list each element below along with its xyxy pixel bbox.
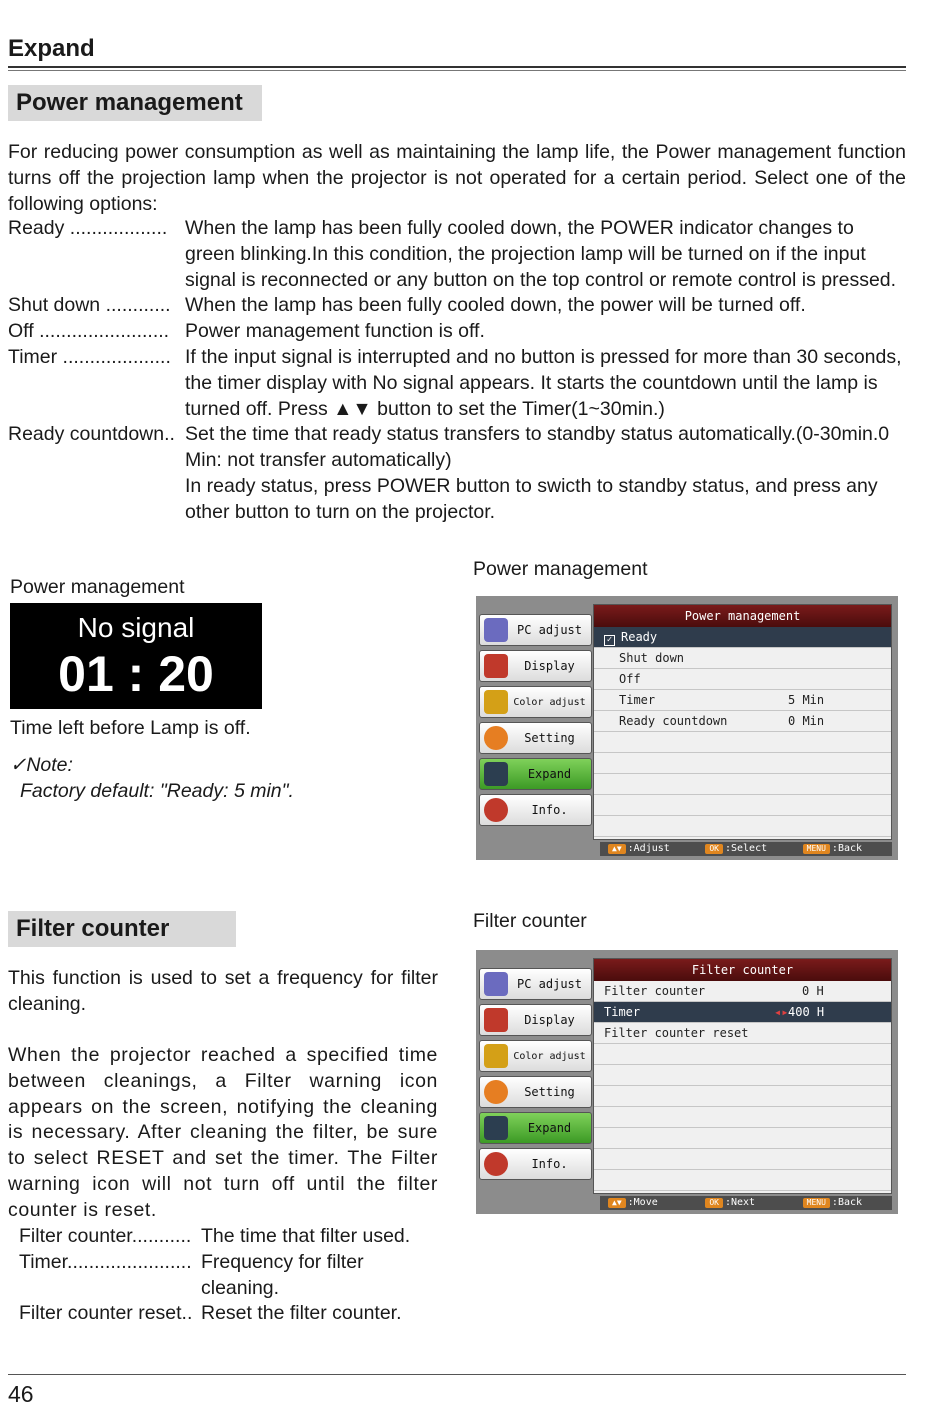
sidebar-item-color-adjust[interactable] (479, 1040, 592, 1072)
gear-icon (484, 726, 508, 750)
option-term: Off ........................ (8, 320, 175, 343)
sidebar-item-label: Color adjust (513, 1050, 586, 1062)
hint-text: :Select (724, 843, 768, 854)
key-menu: MENU (803, 844, 830, 854)
option-ready-countdown-extra (8, 474, 906, 526)
footer-rule (8, 1374, 906, 1375)
header-rule (8, 66, 906, 68)
option-ready (8, 216, 906, 293)
option-desc: Set the time that ready status transfers to standby status automatically.(0-30min.0 Min: not transfer automatically) (185, 423, 890, 472)
key-ok: OK (705, 844, 723, 854)
menu-footer (600, 1196, 892, 1210)
panel-title: Power management (594, 605, 891, 627)
footer-hint (705, 1196, 794, 1210)
row-value: 5 Min (788, 693, 825, 707)
footer-hint (803, 842, 892, 856)
key-ok: OK (705, 1198, 723, 1208)
item-term: Filter counter........... (19, 1225, 192, 1247)
menu-row-ready-countdown[interactable] (594, 711, 891, 732)
row-label: Filter counter reset (604, 1026, 749, 1040)
sidebar-item-label: Expand (527, 1121, 572, 1135)
sidebar-item-display[interactable] (479, 1004, 592, 1036)
option-term: Shut down ............ (8, 294, 176, 317)
sidebar-item-setting[interactable] (479, 722, 592, 754)
key-arrows: ▲▼ (608, 844, 626, 854)
row-value: 0 Min (788, 714, 825, 728)
option-desc: Power management function is off. (185, 320, 485, 343)
item-term: Filter counter reset.. (19, 1302, 193, 1325)
option-desc: When the lamp has been fully cooled down, the power will be turned off. (185, 294, 806, 317)
option-desc: In ready status, press POWER button to swicth to standby status, and press any other button to turn on the projector. (185, 474, 878, 523)
filter-counter-menu (476, 950, 898, 1214)
section-title: Expand (8, 35, 95, 62)
option-term: Ready .................. (8, 217, 173, 239)
option-desc: If the input signal is interrupted and no button is pressed for more than 30 seconds, the timer display with No signal appears. It starts the countdown until the lamp is turned off. Press ▲▼ button to set the Timer(1~30min.) (185, 345, 902, 420)
option-timer (8, 345, 906, 422)
sidebar-item-label: Color adjust (513, 696, 586, 708)
row-label: Shut down (619, 651, 685, 665)
hint-text: :Adjust (627, 843, 670, 854)
menu-sidebar (479, 614, 592, 830)
sidebar-item-info[interactable] (479, 794, 592, 826)
osd-note-line: Time left before Lamp is off. (10, 717, 251, 739)
sidebar-item-expand[interactable] (479, 758, 592, 790)
hint-text: :Next (724, 1197, 756, 1208)
option-shut-down (8, 293, 906, 319)
footer-hint (608, 842, 697, 856)
row-label: Filter counter (604, 984, 706, 998)
section-header (8, 32, 906, 71)
osd-caption: Power management (10, 576, 185, 598)
sidebar-item-display[interactable] (479, 650, 592, 682)
menu-caption-filter: Filter counter (473, 910, 587, 932)
display-icon (484, 654, 508, 678)
row-value: 0 H (802, 984, 824, 998)
hint-text: :Back (831, 1197, 863, 1208)
info-icon (484, 798, 508, 822)
footer-hint (608, 1196, 697, 1210)
key-arrows: ▲▼ (608, 1198, 626, 1208)
palette-icon (484, 690, 508, 714)
footer-hint (803, 1196, 892, 1210)
monitor-icon (484, 618, 508, 642)
power-management-intro: For reducing power consumption as well as maintaining the lamp life, the Power management function turns off the projection lamp when the projector is not operated for a certain period. Select one of the following options: (8, 141, 906, 215)
expand-icon (484, 762, 508, 786)
check-icon: ✓ (604, 635, 615, 646)
display-icon (484, 1008, 508, 1032)
menu-sidebar (479, 968, 592, 1184)
menu-row-filter-counter[interactable] (594, 981, 891, 1002)
menu-row-filter-counter-reset[interactable] (594, 1023, 891, 1044)
power-management-menu (476, 596, 898, 860)
hint-text: :Back (831, 843, 863, 854)
filter-item (19, 1301, 439, 1327)
sidebar-item-label: Setting (524, 731, 575, 745)
power-options-list (8, 216, 906, 526)
sidebar-item-label: Info. (531, 1157, 568, 1171)
sidebar-item-label: Info. (531, 803, 568, 817)
row-label: Timer (604, 1005, 641, 1019)
note-text: Factory default: "Ready: 5 min". (20, 780, 294, 802)
menu-row-ready[interactable] (594, 627, 891, 648)
row-label: Timer (619, 693, 656, 707)
gear-icon (484, 1080, 508, 1104)
sidebar-item-label: PC adjust (516, 977, 583, 991)
sidebar-item-pc-adjust[interactable] (479, 968, 592, 1000)
option-term: Ready countdown.. (8, 423, 175, 446)
page-number: 46 (8, 1381, 34, 1407)
sidebar-item-pc-adjust[interactable] (479, 614, 592, 646)
sidebar-item-label: PC adjust (516, 623, 583, 637)
no-signal-text: No signal (77, 612, 195, 643)
sidebar-item-label: Expand (527, 767, 572, 781)
menu-row-timer[interactable] (594, 1002, 891, 1023)
hint-text: :Move (627, 1197, 658, 1208)
monitor-icon (484, 972, 508, 996)
sidebar-item-expand[interactable] (479, 1112, 592, 1144)
row-label: Ready countdown (619, 714, 728, 728)
filter-item (19, 1224, 439, 1250)
item-desc: Frequency for filter cleaning. (201, 1250, 364, 1299)
power-management-heading: Power management (8, 85, 262, 121)
expand-icon (484, 1116, 508, 1140)
countdown-timer: 01 : 20 (58, 646, 214, 702)
menu-row-timer[interactable] (594, 690, 891, 711)
option-desc: When the lamp has been fully cooled down, the POWER indicator changes to green blinking.In this condition, the projection lamp will be turned on if the input signal is reconnected or any button on the top control or remote control is pressed. (185, 217, 897, 291)
header-rule-thin (8, 70, 906, 71)
option-off (8, 319, 906, 345)
menu-panel (593, 958, 892, 1194)
footer-hint (705, 842, 794, 856)
filter-para-2: When the projector reached a specified time between cleanings, a Filter warning icon appears on the screen, notifying the cleaning is necessary. After cleaning the filter, be sure to select RESET and set the timer. The Filter warning icon will not turn off until the filter counter is reset. (8, 1044, 438, 1221)
option-ready-countdown (8, 422, 906, 474)
no-signal-display (10, 603, 262, 709)
filter-items-list (19, 1224, 439, 1327)
palette-icon (484, 1044, 508, 1068)
key-menu: MENU (803, 1198, 830, 1208)
filter-item (19, 1250, 439, 1302)
option-term: Timer .................... (8, 345, 177, 368)
menu-row-shut-down[interactable] (594, 648, 891, 669)
row-label: Off (619, 672, 641, 686)
sidebar-item-info[interactable] (479, 1148, 592, 1180)
sidebar-item-label: Setting (524, 1085, 575, 1099)
sidebar-item-label: Display (524, 659, 575, 673)
info-icon (484, 1152, 508, 1176)
left-right-arrow-icon: ◂▸ (774, 1005, 789, 1019)
menu-footer (600, 842, 892, 856)
menu-row-off[interactable] (594, 669, 891, 690)
row-value: 400 H (788, 1005, 825, 1019)
panel-title: Filter counter (594, 959, 891, 981)
menu-caption-power: Power management (473, 558, 648, 580)
sidebar-item-color-adjust[interactable] (479, 686, 592, 718)
note-label: ✓Note: (10, 754, 73, 776)
item-term: Timer....................... (19, 1250, 192, 1273)
menu-panel (593, 604, 892, 840)
row-label: Ready (621, 630, 658, 644)
filter-counter-heading: Filter counter (8, 911, 236, 947)
sidebar-item-label: Display (524, 1013, 575, 1027)
filter-para-1: This function is used to set a frequency for filter cleaning. (8, 967, 438, 1015)
item-desc: Reset the filter counter. (201, 1302, 402, 1325)
item-desc: The time that filter used. (201, 1225, 411, 1247)
sidebar-item-setting[interactable] (479, 1076, 592, 1108)
